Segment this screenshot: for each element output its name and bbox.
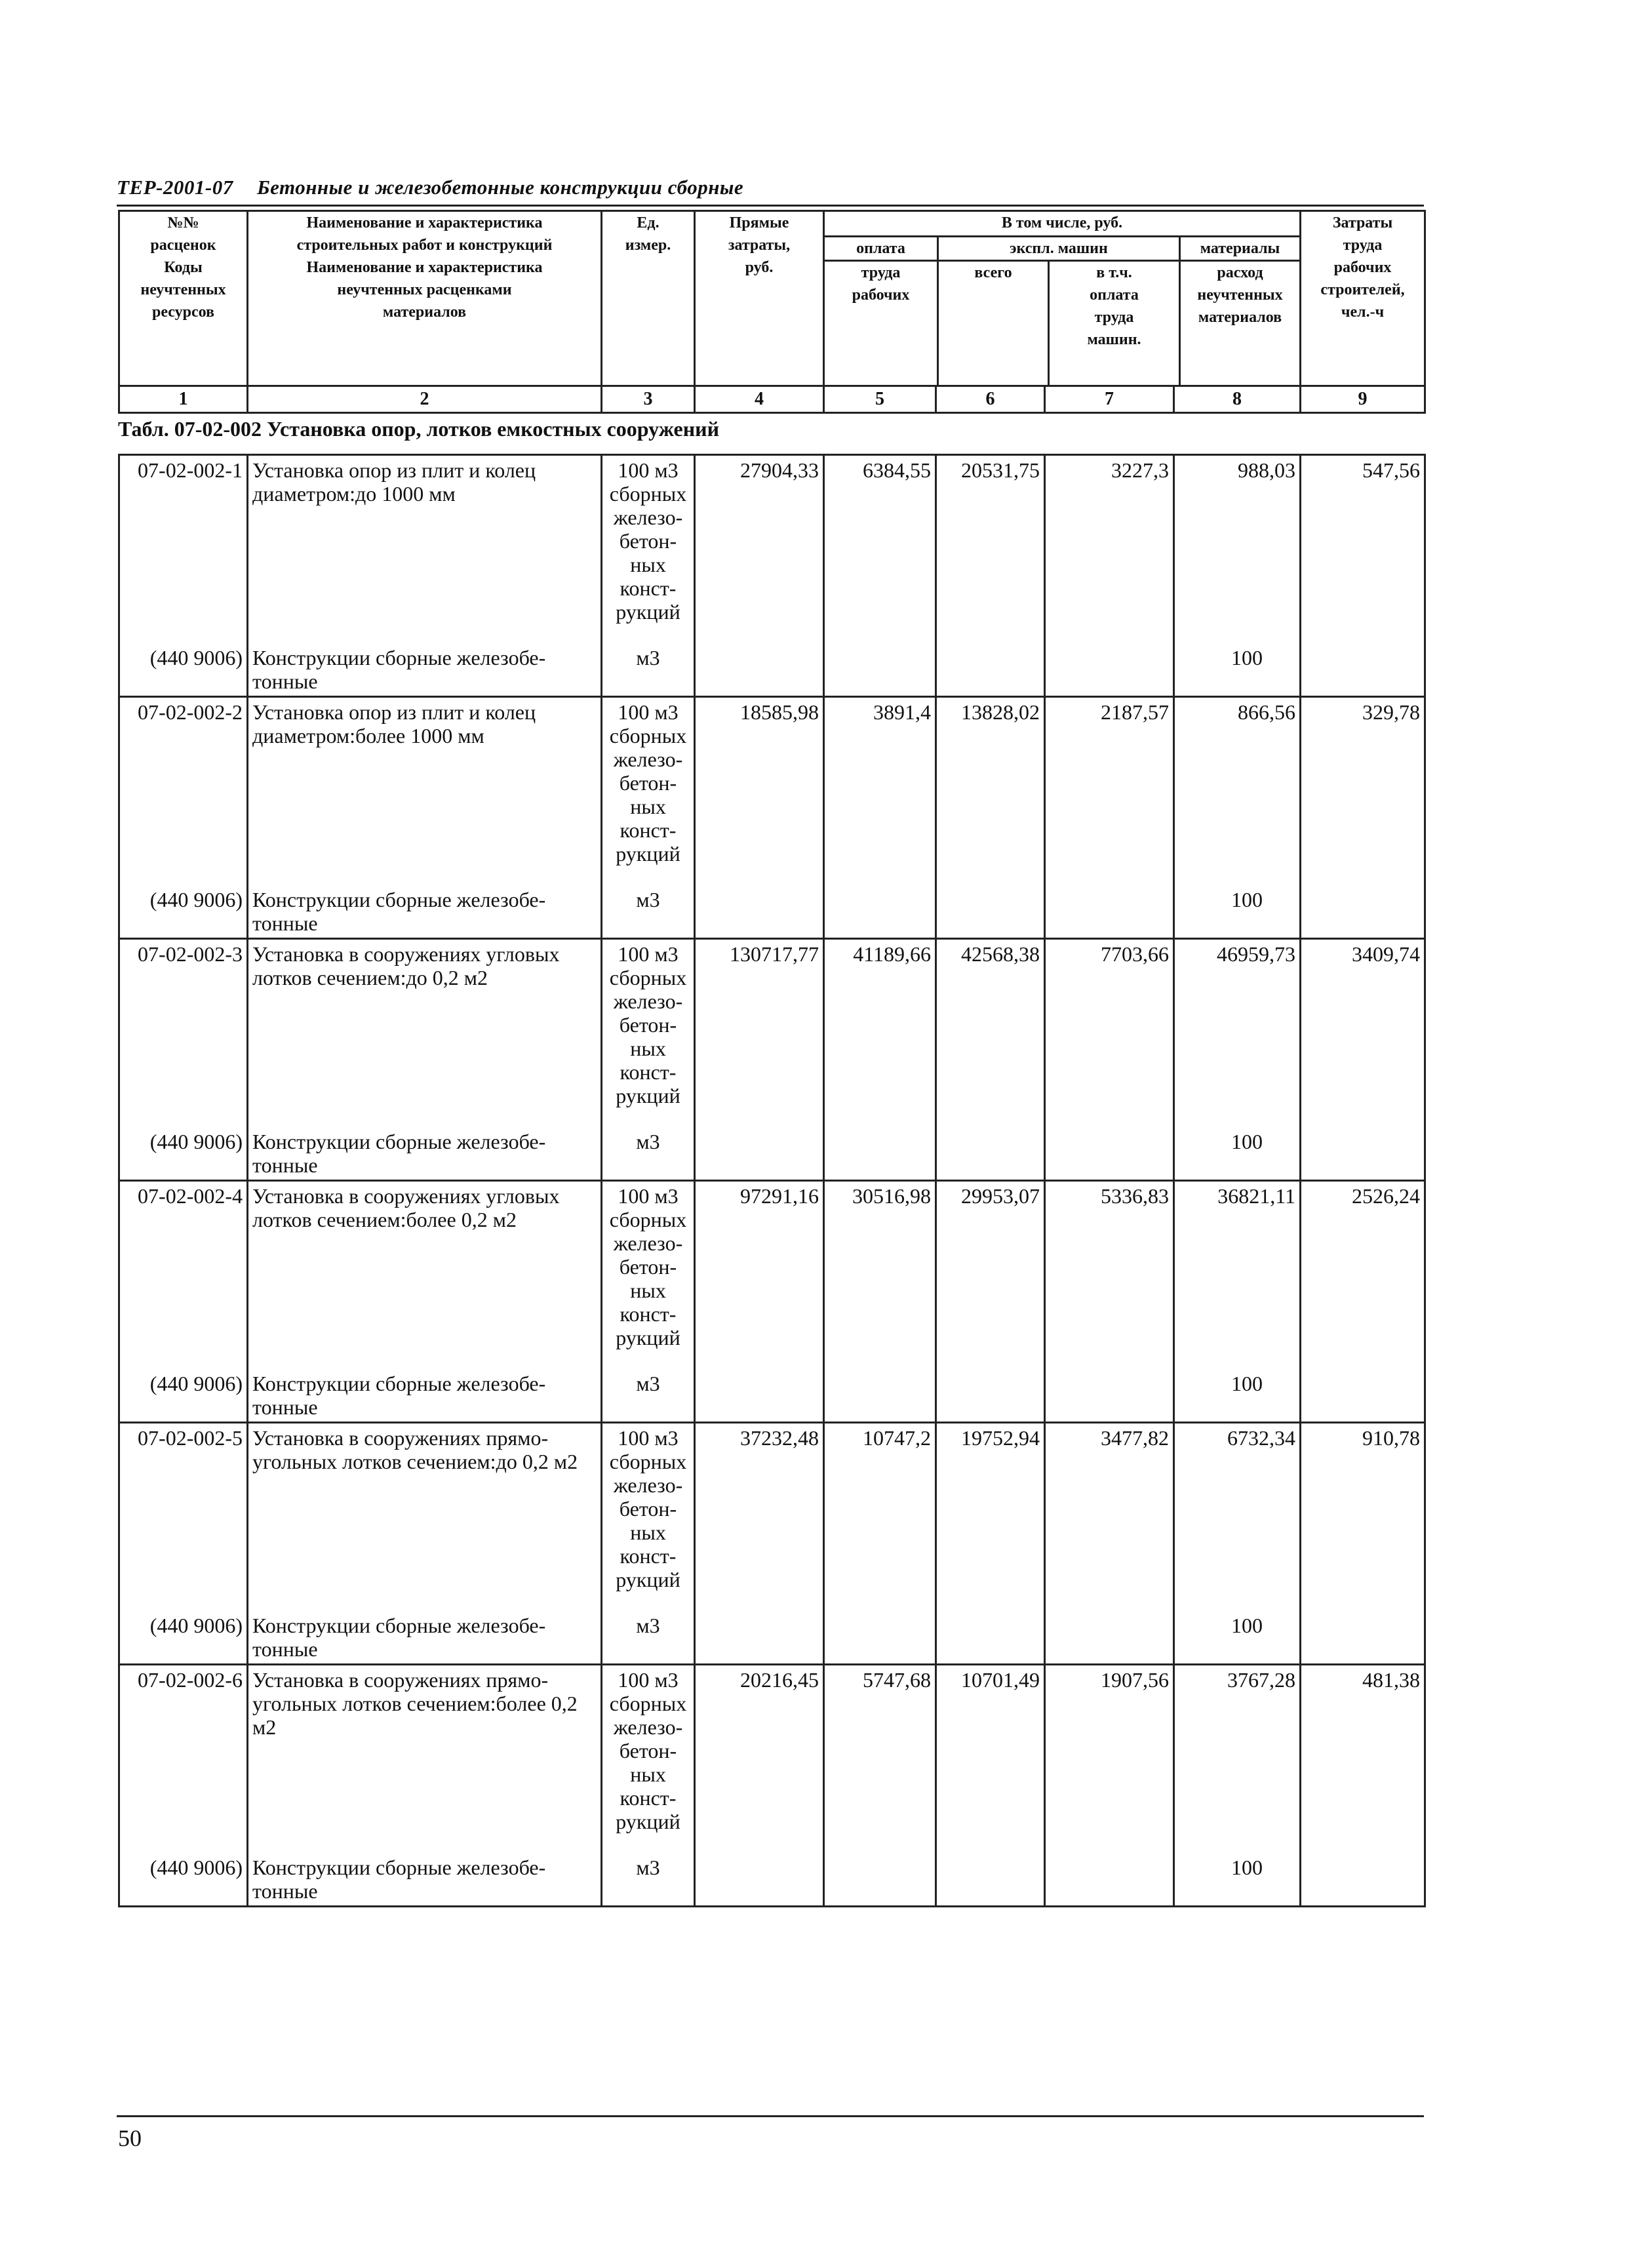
unit-line: бетон-: [619, 1497, 677, 1521]
empty-cell: [824, 1614, 936, 1665]
unit-line: сборных: [609, 1450, 687, 1473]
header-in-total-label: В том числе, руб.: [825, 212, 1299, 237]
unit-cell: [602, 697, 695, 888]
empty-cell: [1045, 646, 1174, 697]
unit-line: ных: [630, 1521, 666, 1544]
header-labor-cost-column: Затраты труда рабочих строителей, чел.-ч: [1301, 211, 1425, 386]
empty-cell: [695, 1856, 824, 1907]
work-name-cell: Установка в сооружениях угловых лотков сечением:до 0,2 м2: [248, 939, 602, 1130]
resource-row: [119, 1856, 1425, 1907]
direct-costs-cell: 97291,16: [695, 1181, 824, 1372]
unit-line: 100 м3: [618, 942, 679, 966]
resource-quantity-cell: 100: [1174, 1130, 1301, 1181]
running-header: [117, 176, 1421, 199]
empty-cell: [1045, 1614, 1174, 1665]
labor-pay-cell: 6384,55: [824, 455, 936, 647]
empty-cell: [1301, 1372, 1425, 1423]
empty-cell: [824, 1856, 936, 1907]
empty-cell: [1045, 1856, 1174, 1907]
empty-cell: [695, 1372, 824, 1423]
labor-hours-cell: 910,78: [1301, 1423, 1425, 1614]
unit-line: рукций: [616, 1326, 680, 1349]
header-labor-pay: оплата труда рабочих: [825, 237, 939, 385]
empty-cell: [1301, 1856, 1425, 1907]
unit-line: ных: [630, 1279, 666, 1302]
labor-hours-cell: 329,78: [1301, 697, 1425, 888]
header-machine-labor: в т.ч. оплата труда машин.: [1087, 264, 1141, 348]
direct-costs-cell: 130717,77: [695, 939, 824, 1130]
table-row: [119, 1423, 1425, 1614]
header-code-column: №№ расценок Коды неучтенных ресурсов: [119, 211, 248, 386]
empty-cell: [1045, 1130, 1174, 1181]
empty-cell: [936, 1130, 1045, 1181]
unit-line: конст-: [620, 576, 677, 600]
labor-pay-cell: 30516,98: [824, 1181, 936, 1372]
unit-line: ных: [630, 553, 666, 576]
resource-name-cell: Конструкции сборные железобе-тонные: [248, 1614, 602, 1665]
unit-line: железо-: [613, 1231, 683, 1255]
unit-line: рукций: [616, 842, 680, 865]
unit-line: рукций: [616, 1568, 680, 1591]
unit-line: ных: [630, 795, 666, 818]
empty-cell: [824, 1372, 936, 1423]
labor-pay-cell: 41189,66: [824, 939, 936, 1130]
empty-cell: [824, 888, 936, 939]
table-row: [119, 697, 1425, 888]
materials-cell: 46959,73: [1174, 939, 1301, 1130]
empty-cell: [824, 1130, 936, 1181]
rate-code-cell: 07-02-002-2: [119, 697, 248, 888]
unit-line: конст-: [620, 1060, 677, 1084]
unit-cell: [602, 1181, 695, 1372]
resource-unit-cell: м3: [602, 888, 695, 939]
resource-row: [119, 1130, 1425, 1181]
unit-line: железо-: [613, 1473, 683, 1497]
materials-cell: 36821,11: [1174, 1181, 1301, 1372]
unit-line: 100 м3: [618, 1184, 679, 1208]
unit-line: конст-: [620, 818, 677, 842]
machine-labor-pay-cell: 2187,57: [1045, 697, 1174, 888]
section-title: Бетонные и железобетонные конструкции сборные: [256, 176, 744, 199]
unit-line: сборных: [609, 482, 687, 506]
resource-row: [119, 1614, 1425, 1665]
table-title: Табл. 07-02-002 Установка опор, лотков емкостных сооружений: [118, 417, 720, 441]
unit-line: железо-: [613, 989, 683, 1013]
rate-code-cell: 07-02-002-1: [119, 455, 248, 647]
table-row: [119, 939, 1425, 1130]
unit-line: бетон-: [619, 1739, 677, 1762]
table-row: [119, 455, 1425, 647]
page-number: 50: [118, 2125, 142, 2151]
labor-pay-cell: 10747,2: [824, 1423, 936, 1614]
unit-cell: [602, 455, 695, 647]
empty-cell: [1045, 888, 1174, 939]
unit-line: конст-: [620, 1302, 677, 1326]
machines-total-cell: 13828,02: [936, 697, 1045, 888]
empty-cell: [1301, 888, 1425, 939]
resource-row: [119, 1372, 1425, 1423]
header-name-column: Наименование и характеристика строительных работ и конструкций Наименование и характеристика неучтенных расценками материалов: [248, 211, 602, 386]
resource-quantity-cell: 100: [1174, 646, 1301, 697]
unit-line: железо-: [613, 747, 683, 771]
unit-line: сборных: [609, 1692, 687, 1715]
materials-cell: 3767,28: [1174, 1665, 1301, 1856]
unit-cell: [602, 1423, 695, 1614]
header-direct-costs-column: Прямые затраты, руб.: [695, 211, 824, 386]
unit-line: сборных: [609, 966, 687, 989]
empty-cell: [936, 888, 1045, 939]
unit-line: бетон-: [619, 529, 677, 553]
column-number-row: 1 2 3 4 5 6 7 8 9: [119, 386, 1425, 413]
resource-row: [119, 646, 1425, 697]
machines-total-cell: 10701,49: [936, 1665, 1045, 1856]
rate-code-cell: 07-02-002-5: [119, 1423, 248, 1614]
materials-cell: 866,56: [1174, 697, 1301, 888]
unit-line: конст-: [620, 1786, 677, 1810]
table-row: [119, 1665, 1425, 1856]
resource-code-cell: (440 9006): [119, 1130, 248, 1181]
resource-quantity-cell: 100: [1174, 1614, 1301, 1665]
unit-line: бетон-: [619, 771, 677, 795]
header-materials: материалы расход неучтенных материалов: [1181, 237, 1299, 385]
work-name-cell: Установка в сооружениях прямо-угольных лотков сечением:более 0,2 м2: [248, 1665, 602, 1856]
rate-code-cell: 07-02-002-6: [119, 1665, 248, 1856]
rates-table: [118, 454, 1426, 1907]
unit-line: ных: [630, 1037, 666, 1060]
header-machines-total: всего: [939, 262, 1050, 386]
unit-cell: [602, 939, 695, 1130]
resource-code-cell: (440 9006): [119, 1372, 248, 1423]
unit-line: железо-: [613, 1715, 683, 1739]
unit-line: бетон-: [619, 1013, 677, 1037]
resource-code-cell: (440 9006): [119, 1614, 248, 1665]
unit-cell: [602, 1665, 695, 1856]
machine-labor-pay-cell: 3227,3: [1045, 455, 1174, 647]
header-unit-column: Ед. измер.: [602, 211, 695, 386]
empty-cell: [695, 1614, 824, 1665]
direct-costs-cell: 37232,48: [695, 1423, 824, 1614]
empty-cell: [695, 888, 824, 939]
column-header-table: [118, 210, 1426, 414]
resource-quantity-cell: 100: [1174, 1856, 1301, 1907]
resource-code-cell: (440 9006): [119, 888, 248, 939]
empty-cell: [936, 1614, 1045, 1665]
machine-labor-pay-cell: 1907,56: [1045, 1665, 1174, 1856]
work-name-cell: Установка опор из плит и колец диаметром:более 1000 мм: [248, 697, 602, 888]
empty-cell: [936, 1372, 1045, 1423]
labor-hours-cell: 3409,74: [1301, 939, 1425, 1130]
direct-costs-cell: 18585,98: [695, 697, 824, 888]
header-in-total-group: [824, 211, 1301, 386]
machines-total-cell: 42568,38: [936, 939, 1045, 1130]
materials-cell: 6732,34: [1174, 1423, 1301, 1614]
machine-labor-pay-cell: 7703,66: [1045, 939, 1174, 1130]
labor-hours-cell: 2526,24: [1301, 1181, 1425, 1372]
resource-name-cell: Конструкции сборные железобе-тонные: [248, 888, 602, 939]
direct-costs-cell: 27904,33: [695, 455, 824, 647]
labor-hours-cell: 481,38: [1301, 1665, 1425, 1856]
unit-line: бетон-: [619, 1255, 677, 1279]
unit-line: ных: [630, 1762, 666, 1786]
resource-name-cell: Конструкции сборные железобе-тонные: [248, 1372, 602, 1423]
unit-line: рукций: [616, 600, 680, 624]
direct-costs-cell: 20216,45: [695, 1665, 824, 1856]
resource-name-cell: Конструкции сборные железобе-тонные: [248, 1856, 602, 1907]
work-name-cell: Установка опор из плит и колец диаметром:до 1000 мм: [248, 455, 602, 647]
unit-line: железо-: [613, 506, 683, 529]
header-machines: экспл. машин всего в т.ч. оплата труда машин.: [939, 237, 1181, 385]
document-code: ТЕР-2001-07: [117, 176, 233, 199]
resource-unit-cell: м3: [602, 646, 695, 697]
resource-unit-cell: м3: [602, 1372, 695, 1423]
unit-line: сборных: [609, 1208, 687, 1231]
unit-line: сборных: [609, 724, 687, 747]
unit-line: 100 м3: [618, 700, 679, 724]
empty-cell: [695, 1130, 824, 1181]
labor-pay-cell: 3891,4: [824, 697, 936, 888]
machines-total-cell: 29953,07: [936, 1181, 1045, 1372]
rate-code-cell: 07-02-002-4: [119, 1181, 248, 1372]
resource-unit-cell: м3: [602, 1614, 695, 1665]
labor-pay-cell: 5747,68: [824, 1665, 936, 1856]
resource-name-cell: Конструкции сборные железобе-тонные: [248, 1130, 602, 1181]
materials-cell: 988,03: [1174, 455, 1301, 647]
unit-line: рукций: [616, 1810, 680, 1833]
resource-name-cell: Конструкции сборные железобе-тонные: [248, 646, 602, 697]
machine-labor-pay-cell: 5336,83: [1045, 1181, 1174, 1372]
work-name-cell: Установка в сооружениях угловых лотков сечением:более 0,2 м2: [248, 1181, 602, 1372]
machines-total-cell: 20531,75: [936, 455, 1045, 647]
unit-line: конст-: [620, 1544, 677, 1568]
footer-rule: [117, 2115, 1424, 2117]
header-rule: [117, 205, 1424, 207]
empty-cell: [824, 646, 936, 697]
unit-line: рукций: [616, 1084, 680, 1107]
empty-cell: [936, 1856, 1045, 1907]
empty-cell: [1301, 1614, 1425, 1665]
resource-row: [119, 888, 1425, 939]
empty-cell: [936, 646, 1045, 697]
table-row: [119, 1181, 1425, 1372]
empty-cell: [1045, 1372, 1174, 1423]
resource-quantity-cell: 100: [1174, 1372, 1301, 1423]
unit-line: 100 м3: [618, 458, 679, 482]
machine-labor-pay-cell: 3477,82: [1045, 1423, 1174, 1614]
machines-total-cell: 19752,94: [936, 1423, 1045, 1614]
unit-line: 100 м3: [618, 1668, 679, 1692]
resource-quantity-cell: 100: [1174, 888, 1301, 939]
empty-cell: [695, 646, 824, 697]
labor-hours-cell: 547,56: [1301, 455, 1425, 647]
resource-code-cell: (440 9006): [119, 646, 248, 697]
empty-cell: [1301, 1130, 1425, 1181]
unit-line: 100 м3: [618, 1426, 679, 1450]
resource-unit-cell: м3: [602, 1130, 695, 1181]
resource-unit-cell: м3: [602, 1856, 695, 1907]
work-name-cell: Установка в сооружениях прямо-угольных лотков сечением:до 0,2 м2: [248, 1423, 602, 1614]
empty-cell: [1301, 646, 1425, 697]
rate-code-cell: 07-02-002-3: [119, 939, 248, 1130]
resource-code-cell: (440 9006): [119, 1856, 248, 1907]
